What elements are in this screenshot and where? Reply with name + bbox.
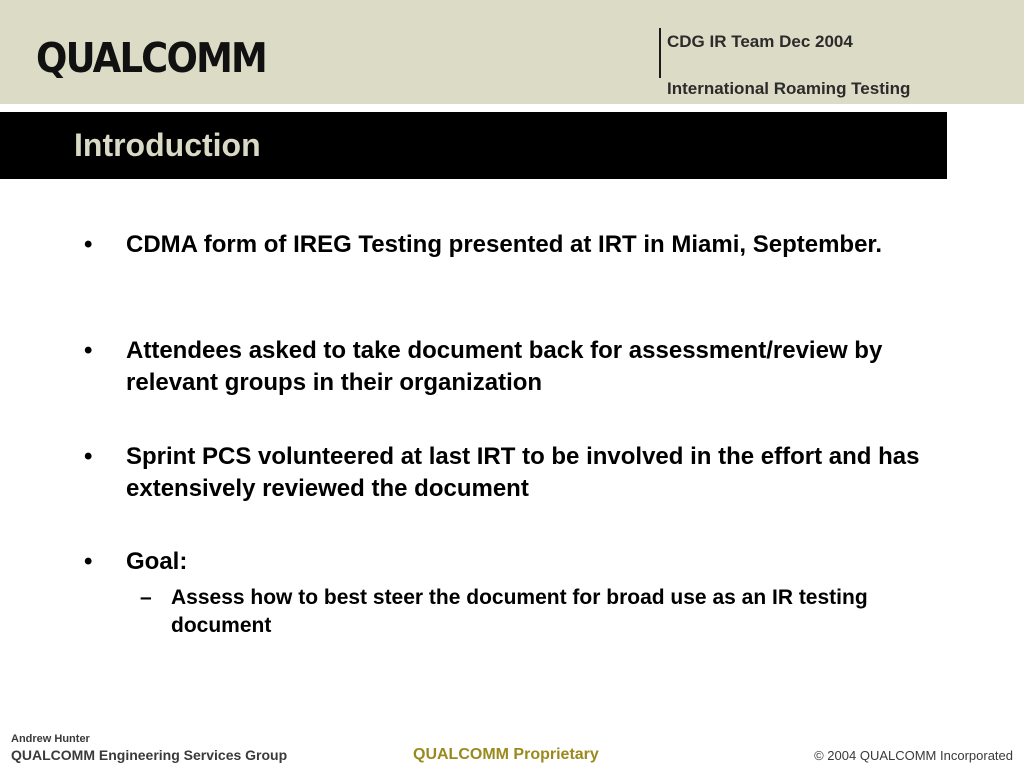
bullet-item [84, 229, 944, 261]
footer-author: Andrew Hunter [11, 733, 90, 745]
bullet-text: CDMA form of IREG Testing presented at IRT in Miami, September. [126, 231, 883, 258]
header-topic-label: International Roaming Testing [667, 79, 911, 98]
slide-title: Introduction [74, 127, 261, 163]
header-event-label: CDG IR Team Dec 2004 [667, 32, 853, 51]
bullet-item [84, 546, 944, 578]
bullet-marker: • [84, 231, 93, 258]
sub-bullet-item [140, 584, 940, 640]
bullet-marker: • [84, 443, 93, 470]
footer-group: QUALCOMM Engineering Services Group [11, 747, 288, 763]
bullet-marker: • [84, 548, 93, 575]
qualcomm-logo [36, 30, 268, 87]
bullet-text: Sprint PCS volunteered at last IRT to be involved in the effort and has extensively reviewed the document [126, 443, 920, 502]
header-divider [659, 28, 661, 78]
svg-text:QUALCOMM: QUALCOMM [36, 34, 266, 82]
bullet-item [84, 441, 944, 505]
sub-bullet-marker: – [140, 586, 152, 609]
footer-copyright: © 2004 QUALCOMM Incorporated [814, 748, 1013, 763]
qualcomm-logo-icon [36, 30, 268, 82]
footer-proprietary: QUALCOMM Proprietary [413, 746, 599, 763]
bullet-marker: • [84, 337, 93, 364]
bullet-text: Attendees asked to take document back for assessment/review by relevant groups in their organization [126, 337, 883, 396]
sub-bullet-text: Assess how to best steer the document for broad use as an IR testing document [171, 586, 868, 637]
bullet-item [84, 335, 944, 399]
bullet-text: Goal: [126, 548, 188, 575]
